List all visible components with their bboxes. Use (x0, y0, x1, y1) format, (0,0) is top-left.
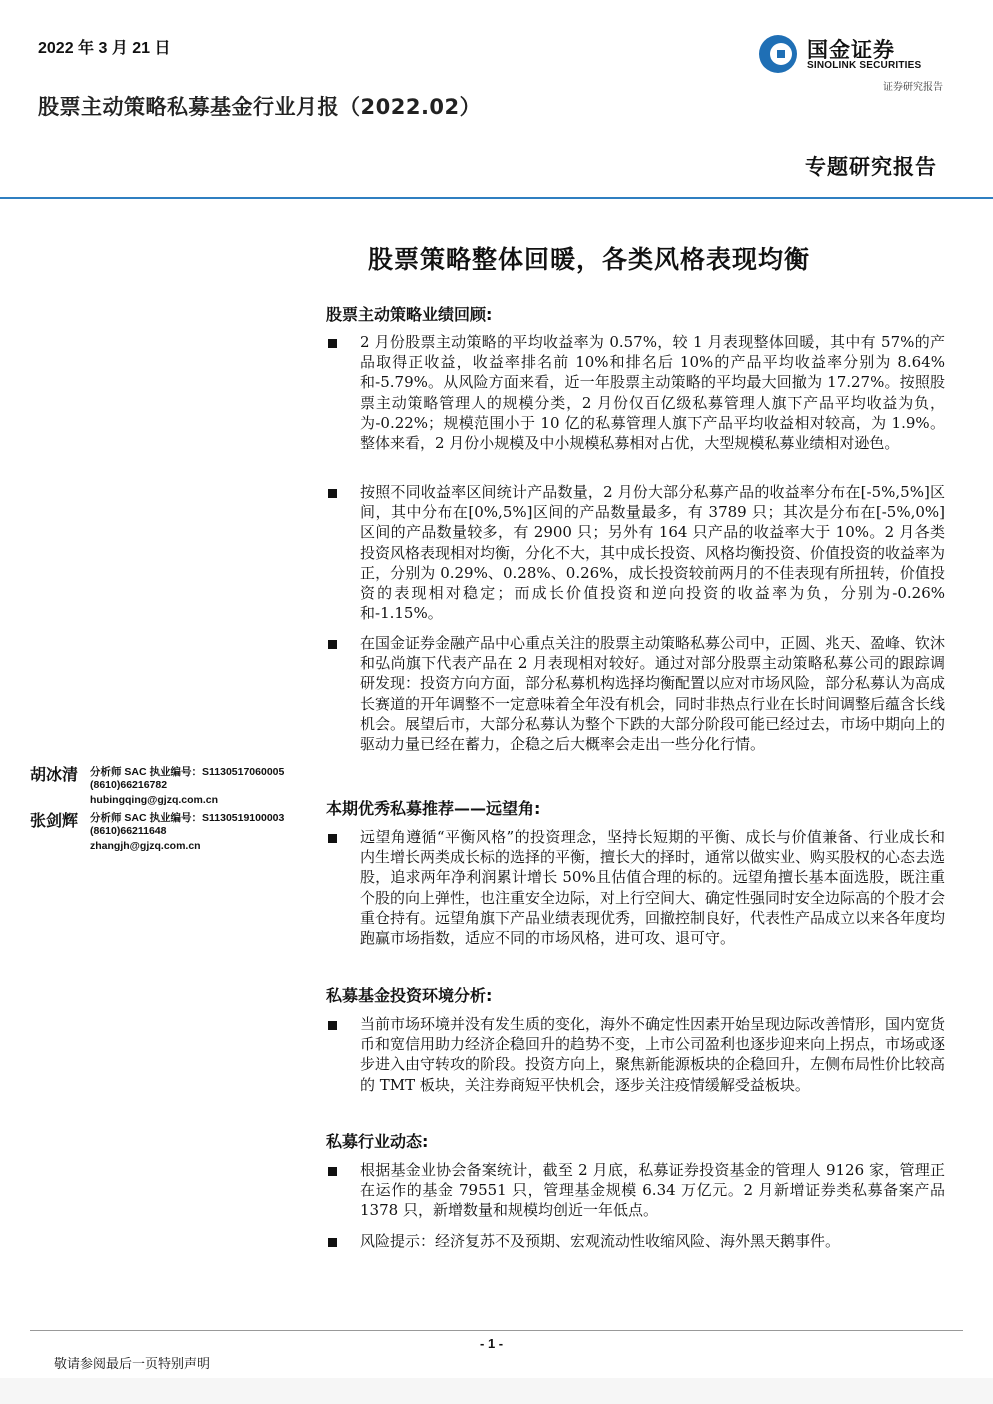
footer-divider (30, 1330, 963, 1331)
paragraph: 按照不同收益率区间统计产品数量，2 月份大部分私募产品的收益率分布在[-5%,5%]区间，其中分布在[0%,5%]区间的产品数量最多，有 3789 只；其次是分布在[-5%,0%]区间的产品数量较多，有 2900 只；另外有 164 只产品的收益率大于 10%。2 月各类投资风格表现相对均衡，分化不大，其中成长投资、风格均衡投资、价值投资的收益率为正，分别为 0.29%、0.28%、0.26%，成长投资较前两月的不佳表现有所扭转，价值投资的表现相对稳定；而成长价值投资和逆向投资的收益率为负，分别为-0.26%和-1.15%。 (360, 483, 946, 623)
page-number: - 1 - (480, 1336, 504, 1351)
section-title-recommendation: 本期优秀私募推荐——远望角: (326, 799, 541, 818)
analyst-name: 胡冰清 (30, 765, 79, 784)
headline: 股票策略整体回暖，各类风格表现均衡 (368, 245, 811, 274)
logo-name-en: SINOLINK SECURITIES (807, 60, 922, 71)
report-title: 股票主动策略私募基金行业月报（2022.02） (38, 95, 482, 119)
analyst-email[interactable]: hubingqing@gjzq.com.cn (90, 794, 219, 806)
bullet-marker (328, 489, 337, 498)
analyst-cert: 分析师 SAC 执业编号：S1130517060005 (90, 766, 285, 778)
paragraph: 风险提示：经济复苏不及预期、宏观流动性收缩风险、海外黑天鹅事件。 (360, 1232, 841, 1250)
report-type: 专题研究报告 (805, 155, 937, 179)
bottom-band (0, 1378, 993, 1404)
analyst-phone: (8610)66216782 (90, 779, 168, 791)
paragraph: 2 月份股票主动策略的平均收益率为 0.57%，较 1 月表现整体回暖，其中有 57%的产品取得正收益，收益率排名前 10%和排名后 10%的产品平均收益率分别为 8.64%和-5.79%。从风险方面来看，近一年股票主动策略的平均最大回撤为 17.27%。按照股票主动策略管理人的规模分类，2 月份仅百亿级私募管理人旗下产品平均收益为负，为-0.22%；规模范围小于 10 亿的私募管理人旗下产品平均收益相对较高，为 1.9%。整体来看，2 月份小规模及中小规模私募相对占优，大型规模私募业绩相对逊色。 (360, 333, 945, 453)
logo-subtitle: 证券研究报告 (883, 82, 943, 93)
disclaimer: 敬请参阅最后一页特别声明 (54, 1357, 211, 1372)
company-logo (757, 31, 947, 75)
analyst-cert: 分析师 SAC 执业编号：S1130519100003 (90, 812, 285, 824)
section-title-industry-news: 私募行业动态: (326, 1132, 429, 1151)
bullet-marker (328, 1167, 337, 1176)
bullet-marker (328, 339, 337, 348)
paragraph: 在国金证券金融产品中心重点关注的股票主动策略私募公司中，正圆、兆天、盈峰、钦沐和弘尚旗下代表产品在 2 月表现相对较好。通过对部分股票主动策略私募公司的跟踪调研发现：投资方向方面，部分私募机构选择均衡配置以应对市场风险，部分私募认为高成长赛道的开年调整不一定意味着全年没有机会，同时非热点行业在长时间调整后蕴含长线机会。展望后市，大部分私募认为整个下跌的大部分阶段可能已经过去，市场中期向上的驱动力量已经在蓄力，企稳之后大概率会走出一些分化行情。 (360, 634, 946, 754)
logo-name-cn: 国金证券 (807, 38, 895, 62)
header-divider (0, 197, 993, 199)
analyst-name: 张剑辉 (30, 811, 79, 830)
section-title-performance: 股票主动策略业绩回顾: (326, 305, 493, 324)
paragraph: 当前市场环境并没有发生质的变化，海外不确定性因素开始呈现边际改善情形，国内宽货币和宽信用助力经济企稳回升的趋势不变，上市公司盈利也逐步迎来向上拐点，市场或逐步进入由守转攻的阶段。投资方向上，聚焦新能源板块的企稳回升，左侧布局性价比较高的 TMT 板块，关注券商短平快机会，逐步关注疫情缓解受益板块。 (360, 1015, 946, 1094)
sinolink-logo-icon (757, 33, 799, 75)
bullet-marker (328, 1021, 337, 1030)
paragraph: 远望角遵循“平衡风格”的投资理念，坚持长短期的平衡、成长与价值兼备、行业成长和内生增长两类成长标的选择的平衡，擅长大的择时，通常以做实业、购买股权的心态去选股，追求两年净利润累计增长 50%且估值合理的标的。远望角擅长基本面选股，既注重个股的向上弹性，也注重安全边际，对上行空间大、确定性强同时安全边际高的个股才会重仓持有。远望角旗下产品业绩表现优秀，回撤控制良好，代表性产品成立以来各年度均跑赢市场指数，适应不同的市场风格，进可攻、退可守。 (360, 828, 946, 948)
paragraph: 根据基金业协会备案统计，截至 2 月底，私募证券投资基金的管理人 9126 家，管理正在运作的基金 79551 只，管理基金规模 6.34 万亿元。2 月新增证券类私募备案产品 1378 只，新增数量和规模均创近一年低点。 (360, 1161, 945, 1220)
report-date: 2022 年 3 月 21 日 (38, 40, 171, 57)
bullet-marker (328, 834, 337, 843)
analyst-phone: (8610)66211648 (90, 825, 167, 837)
bullet-marker (328, 1238, 337, 1247)
analyst-email[interactable]: zhangjh@gjzq.com.cn (90, 840, 201, 852)
bullet-marker (328, 640, 337, 649)
section-title-environment: 私募基金投资环境分析: (326, 986, 493, 1005)
